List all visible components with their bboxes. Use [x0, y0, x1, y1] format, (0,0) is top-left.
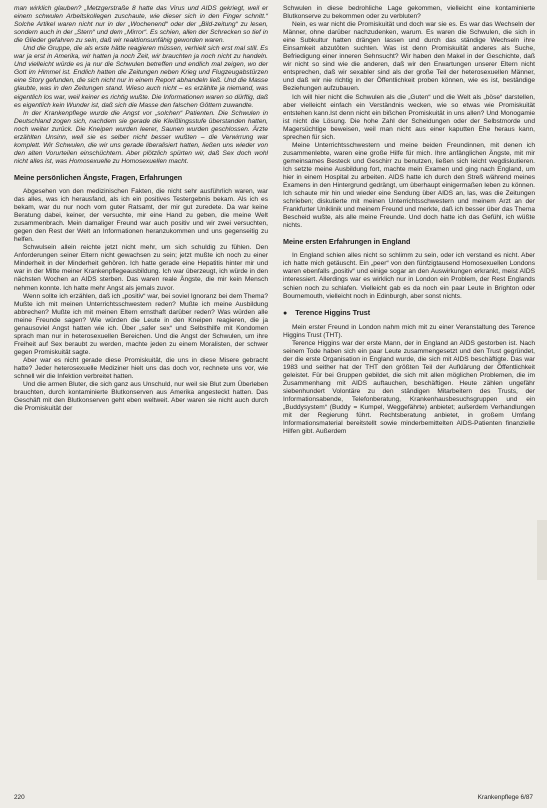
paragraph: Ich will hier nicht die Schwulen als die „Guten“ und die Welt als „böse“ darstellen, aber vielleicht einfach ein Verständnis wecken, wie so etwas wie Promiskuität entstehen kann.Ist denn nicht ein bißchen Promiskuität in uns allen? Und Monogamie ist nicht die Lösung. Die hohe Zahl der Scheidungen oder der Selbstmorde und Magersüchtige beweisen, weil man nicht aus einer kaputten Ehe heraus kann, sprechen für sich. — [283, 93, 535, 141]
paragraph: Terence Higgins war der erste Mann, der in England an AIDS gestorben ist. Nach seinem Tode haben sich ein paar Leute zusammengesetzt und den Trust gegründet, der die erste Organisation in England wurde, die sich mit AIDS beschäftigte. Das war 1983 und seither hat der THT den größten Teil der Aufklärung der Öffentlichkeit geleistet. Für bei Gruppen gebildet, die sich mit allen möglichen Problemen, die im Zusammenhang mit AIDS auftauchen, beschäftigen. Heute zählen ungefähr siebenhundert Volontäre zu den ständigen Mitarbeitern des Trusts, der Informationsabende, Telefonberatung, Krankenhausbesuchsgruppen und ein „Buddysystem“ (Buddy = Kumpel, Weggefährte) anbietet; außerdem Verhandlungen mit der Regierung führt. Rechtsberatung anbietet, in großem Umfang Informationsmaterial bereitstellt sowie minderbemittelten AIDS-Patienten finanzielle Hilfen gibt. Außerdem — [283, 339, 535, 436]
paragraph: Aber war es nicht gerade diese Promiskuität, die uns in diese Misere gebracht hatte? Jeder heterosexuelle Mediziner hielt uns das doch vor, rechnete uns vor, wie schnell wir die Infektion verbreitet hatten. — [14, 356, 268, 381]
paragraph: man wirklich glauben? „Metzgerstraße 8 hatte das Virus und AIDS gekriegt, weil er einem schwulen Arbeitskollegen zuschaute, wie dieser sich in den Finger schnitt.“ Solche Artikel waren nicht nur in der „Wochenend“ oder der „Bild-zeitung“ zu lesen, sondern auch in der „Stern“ und dem „Mirror“. Es schien, allen der Schrecken so tief in die Glieder gefahren zu sein, daß wir reaktionsunfähig geworden waren. — [14, 5, 268, 45]
paragraph: Nein, es war nicht die Promiskuität und doch war sie es. Es war das Wechseln der Männer, ohne darüber nachzudenken, warum. Es waren die Schwulen, die sich in eine Subkultur hatten drängen lassen und durch das ständige Wechseln ihre Einsamkeit abzutöten suchten. Was ist denn Promiskuität anderes als Suche, Befriedigung einer inneren Sehnsucht? Wir haben den Makel in der Geschichte, daß wir nicht so sind wie die anderen, daß wir den Erwartungen unserer Eltern nicht entsprechen, daß wir sexabler sind als der große Teil der heterosexuellen Männer, und daß wir nie richtig in der Öffentlichkeit proben können, wie es ist, beständige Beziehungen aufzubauen. — [283, 21, 535, 93]
paragraph: Und die Gruppe, die als erste hätte reagieren müssen, verhielt sich erst mal still. Es war ja erst in Amerika, wir hatten ja noch Zeit, wir brauchten ja noch nicht zu handeln. Und vielleicht würde es ja nur die Schwulen betreffen und endlich mal zeigen, wo der Gott im Himmel ist. Endlich hatten die Zeitungen neben Krieg und Flugzeugabstürzen eine Story gefunden, die sich nicht nur in einem Report abhandeln ließ. Und die Masse glaubte, was in den Zeitungen stand. Wieso auch nicht – es erzählte ja niemand, was eigentlich los war, weil keiner es richtig wußte. Die Informationen waren so dürftig, daß es eigentlich kein Wunder ist, daß sich die Masse den falschen Göttern zuwandte. — [14, 45, 268, 109]
paragraph: In England schien alles nicht so schlimm zu sein, oder ich verstand es nicht. Aber ich hatte mich getäuscht. Ein „peer“ von den fünfzigtausend Homosexuellen Londons waren ebenfalls „positiv“ und einige sogar an den Auswirkungen erkrankt, meist AIDS interessiert. Allerdings war es wirklich nur in London ein Problem, der Rest Englands schien noch zu schlafen. Vielleicht gab es da noch ein paar Leute in Brighton oder Bournemouth, vielleicht noch in Edinburgh, aber sonst nichts. — [283, 252, 535, 300]
left-column — [14, 5, 268, 413]
paragraph: Und die armen Bluter, die sich ganz aus Unschuld, nur weil sie Blut zum Überleben brauchten, durch kontaminierte Blutkonserven aus Amerika angesteckt hatten. Das Geschäft mit den Blutkonserven geht eben weltweit. Aber waren sie nicht auch durch die Promiskuität der — [14, 381, 268, 413]
right-column — [283, 5, 535, 436]
paragraph: Abgesehen von den medizinischen Fakten, die nicht sehr ausführlich waren, war das alles, was ich herausfand, als ich ein positives Testergebnis bekam. Als ich es bekam, war du nur noch vom guter Ratsamt, der mir gut zuredete. Da war keine Beratung dabei, keiner, der versuchte, mir eine Hand zu geben, die meine Welt zusammenbrach. Mein damaliger Freund war auch positiv und wir zwei versuchten, gegen den Rest der Welt an Informationen heranzukommen und uns gegenseitig zu helfen. — [14, 187, 268, 244]
paragraph: Schwulen in diese bedrohliche Lage gekommen, vielleicht eine kontaminierte Blutkonserve zu bekommen oder zu verbluten? — [283, 5, 535, 21]
section-heading-bulleted: ● Terence Higgins Trust — [283, 308, 535, 318]
paragraph: Meine Unterrichtsschwestern und meine beiden Freundinnen, mit denen ich zusammenlebte, waren eine große Hilfe für mich. Ihre anfänglichen Ängste, mit mir gemeinsames Besteck und Geschirr zu benutzen, ließen sich leicht wegdiskutieren. Ich setzte meine Ausbildung fort, machte mein Examen und ging nach England, um hier in einem Hospital zu arbeiten. AIDS hatte ich durch den Streß während meines Examens in den Hintergrund gedrängt, um überhaupt einigermaßen leben zu können. Ich schaute mir hin und wieder eine Sendung über AIDS an, las, was die Zeitungen schrieben; diskutierte mit meinen Unterrichtsschwestern und meinem Arzt an der Frankfurter Uniklinik und meinem Freund und merkte, daß ich besser über das Thema Bescheid wußte, als alle meine Freunde. Und doch hatte ich das Gefühl, ich wüßte nichts. — [283, 141, 535, 230]
paragraph: Schwulsein allein reichte jetzt nicht mehr, um sich schuldig zu fühlen. Den Anforderungen seiner Eltern nicht gewachsen zu sein; jetzt mußte ich noch zu einer Minderheit in der Minderheit gehören. Ich hatte gerade eine Hepatitis hinter mir und war in der Mitte meiner Krankenpflegeausbildung. Ich war überzeugt, ich würde in den nächsten Wochen an AIDS sterben. Das waren reale Ängste, die mir kein Mensch nehmen konnte. Ich hatte mehr Angst als jemals zuvor. — [14, 244, 268, 292]
page-number: 220 — [14, 794, 25, 801]
section-heading: Meine persönlichen Ängste, Fragen, Erfahrungen — [14, 172, 183, 182]
paragraph: Mein erster Freund in London nahm mich mit zu einer Veranstaltung des Terence Higgins Trust (THT). — [283, 323, 535, 339]
scan-artifact — [537, 520, 547, 580]
paragraph: Wenn sollte ich erzählen, daß ich „positiv“ war, bei soviel Ignoranz bei dem Thema? Mußte ich mit meinen Unterrichtsschwestern reden? Mußte ich meine Ausbildung abbrechen? Mußte ich mit meinen Eltern ernsthaft darüber reden? Was würden alle meine Freunde sagen? Wie würden die Leute in den Kneipen reagieren, die ja genausoviel Angst hatten wie ich. Über „safer sex“ und Selbsthilfe mit Kondomen sprach man nur in heterosexuellen Bereichen. Und die Angst der Schwulen, um ihre Freiheit auf Sex beraubt zu werden, machte jeden zu einem Moralisten, der schwer gegen Promiskuität sagte. — [14, 292, 268, 356]
section-heading: Meine ersten Erfahrungen in England — [283, 237, 411, 247]
journal-issue: Krankenpflege 6/87 — [477, 794, 533, 801]
paragraph: In der Krankenpflege wurde die Angst vor „solchen“ Patienten. Die Schwulen in Deutschland zogen sich, nachdem sie gerade die Kleißlingsstufe überstanden hatten, noch weiter zurück. Die Kneipen wurden leerer, Saunen wurden geschlossen. Ärzte erzählten Unsinn, weil sie es selber nicht besser wußten – die Verwirrung war komplett. Wir Schwulen, die wir uns gerade liberalisiert hatten, ließen uns wieder von den alten Vorurteilen einschüchtern. Aber plötzlich spürten wir, daß Sex doch wohl nicht alles ist, was Homosexuelle zu Homosexuellen macht. — [14, 109, 268, 165]
